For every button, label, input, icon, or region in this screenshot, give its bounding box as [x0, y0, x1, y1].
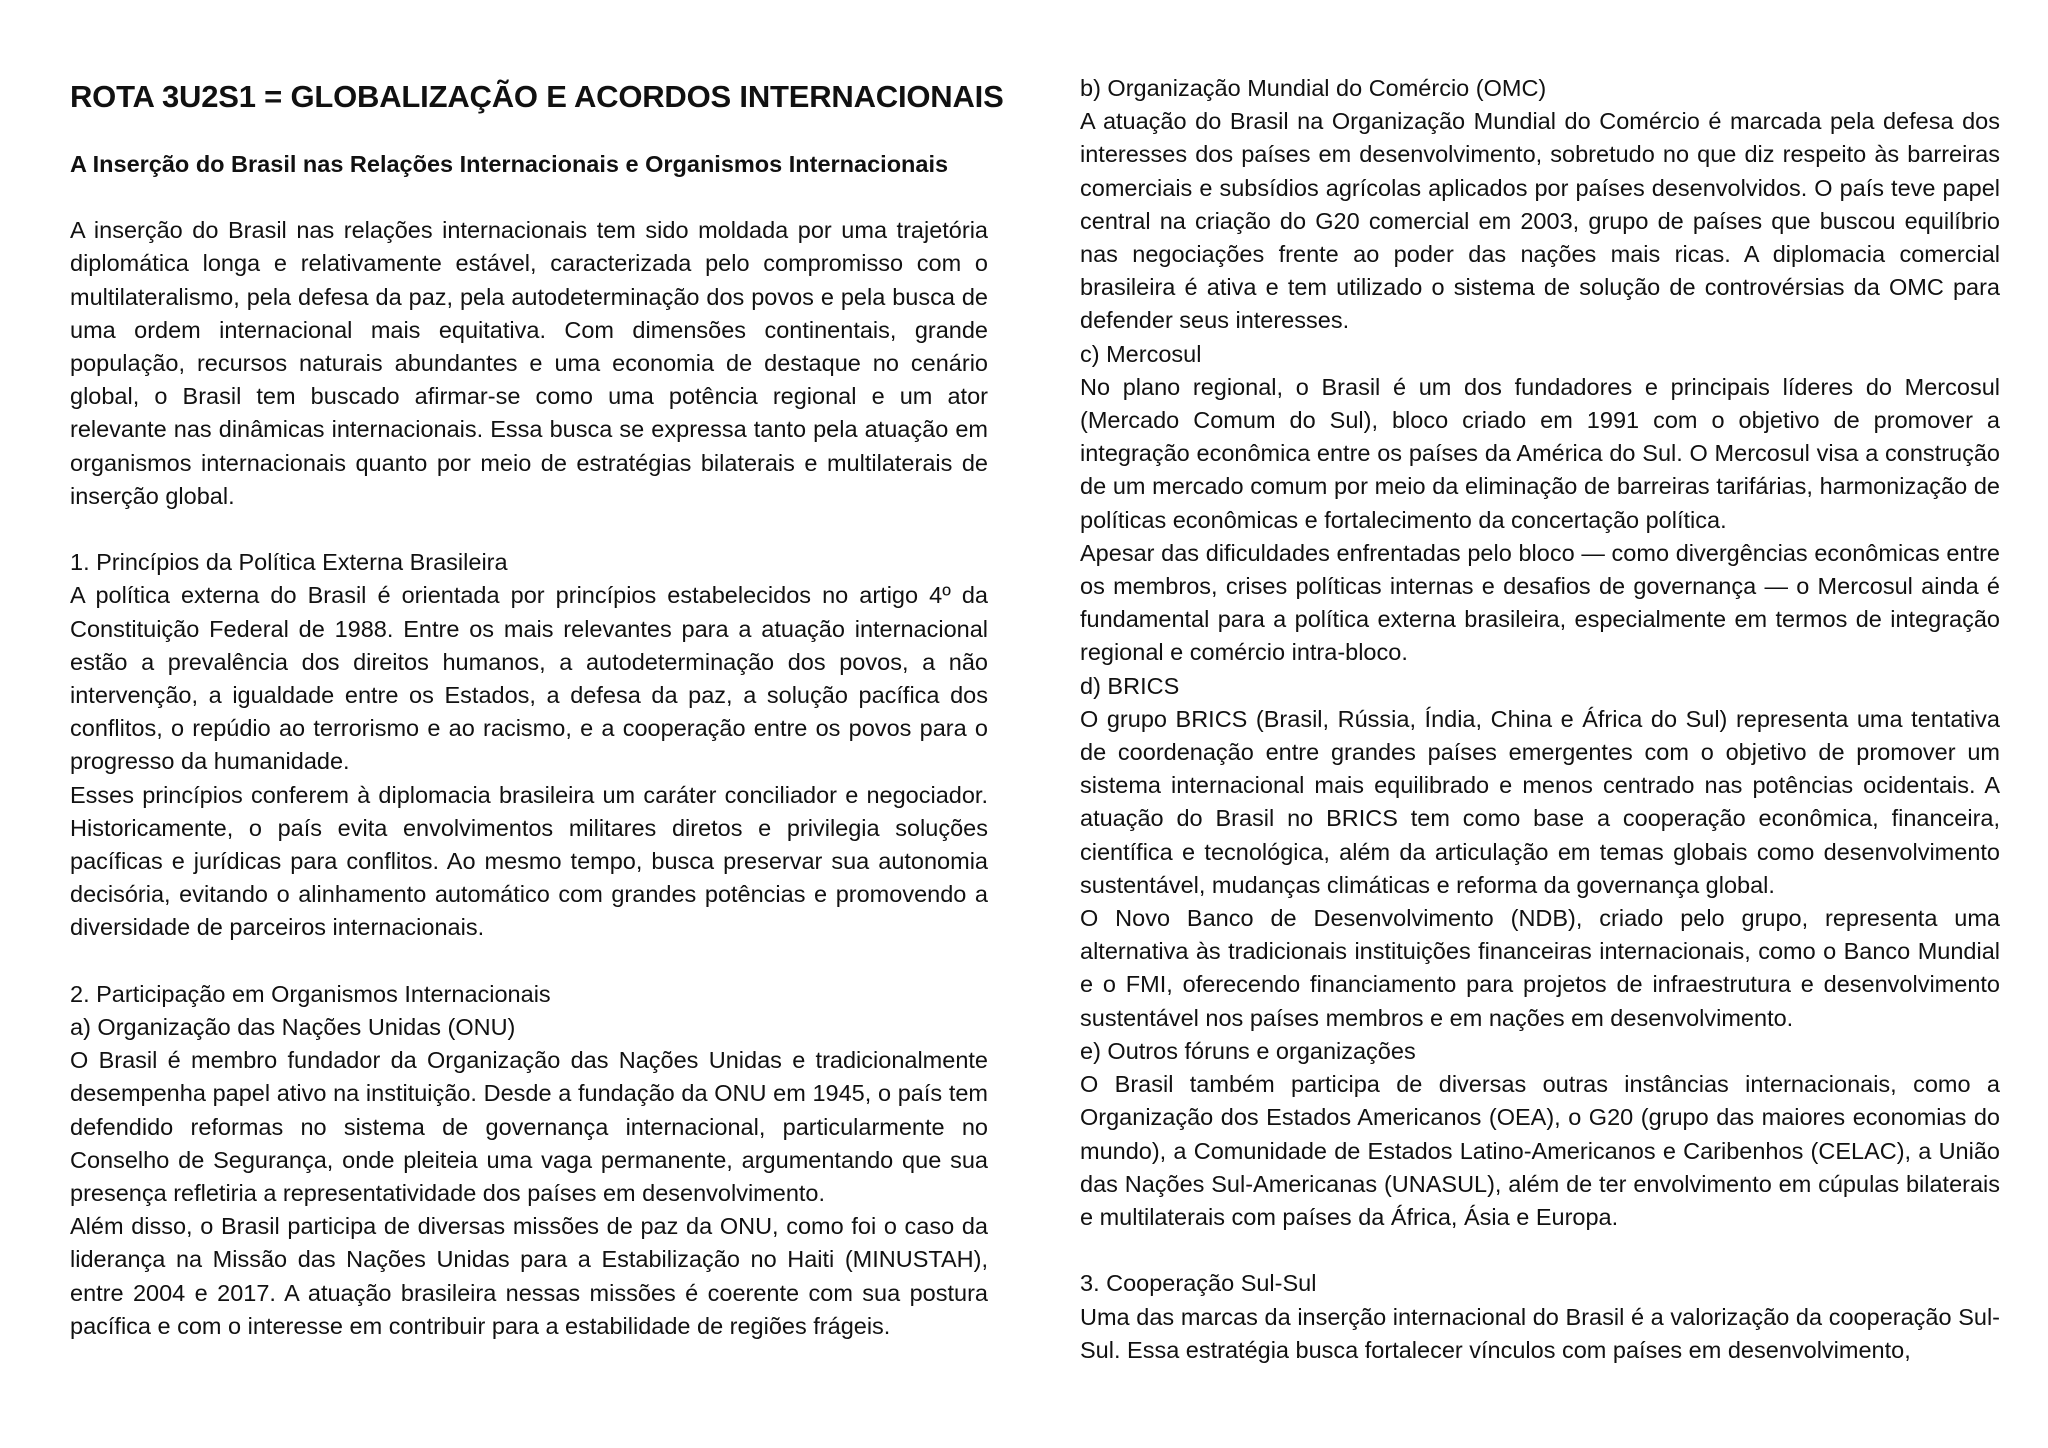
section-2a-paragraph-1: O Brasil é membro fundador da Organização das Nações Unidas e tradicionalmente desempenha papel ativo na instituição. Desde a fundação da ONU em 1945, o país tem defendido reformas no sistema de governança internacional, particularmente no Conselho de Segurança, onde pleiteia uma vaga permanente, argumentando que sua presença refletiria a representatividade dos países em desenvolvimento.: [70, 1047, 988, 1207]
section-2-heading: 2. Participação em Organismos Internacionais: [70, 980, 551, 1007]
section-2e-paragraph-1: O Brasil também participa de diversas outras instâncias internacionais, como a Organização dos Estados Americanos (OEA), o G20 (grupo das maiores economias do mundo), a Comunidade de Estados Latino-Americanos e Caribenhos (CELAC), a União das Nações Sul-Americanas (UNASUL), além de ter envolvimento em cúpulas bilaterais e multilaterais com países da África, Ásia e Europa.: [1080, 1071, 2000, 1230]
section-2a-heading: a) Organização das Nações Unidas (ONU): [70, 1014, 516, 1041]
section-2c-paragraph-1: No plano regional, o Brasil é um dos fundadores e principais líderes do Mercosul (Mercado Comum do Sul), bloco criado em 1991 com o objetivo de promover a integração econômica entre os países da América do Sul. O Mercosul visa a construção de um mercado comum por meio da eliminação de barreiras tarifárias, harmonização de políticas econômicas e fortalecimento da concertação política.: [1080, 373, 2000, 533]
left-column: [70, 74, 1004, 1343]
section-1-heading: 1. Princípios da Política Externa Brasileira: [70, 549, 508, 576]
document-title: ROTA 3U2S1 = GLOBALIZAÇÃO E ACORDOS INTERNACIONAIS: [70, 79, 1004, 114]
section-3-paragraph-1: Uma das marcas da inserção internacional do Brasil é a valorização da cooperação Sul-Sul. Essa estratégia busca fortalecer vínculos com países em desenvolvimento,: [1080, 1303, 2000, 1363]
document-subtitle: A Inserção do Brasil nas Relações Internacionais e Organismos Internacionais: [70, 151, 949, 177]
section-2d-paragraph-1: O grupo BRICS (Brasil, Rússia, Índia, China e África do Sul) representa uma tentativa de coordenação entre grandes países emergentes com o objetivo de promover um sistema internacional mais equilibrado e menos centrado nas potências ocidentais. A atuação do Brasil no BRICS tem como base a cooperação econômica, financeira, científica e tecnológica, além da articulação em temas globais como desenvolvimento sustentável, mudanças climáticas e reforma da governança global.: [1080, 705, 2000, 898]
section-2c-paragraph-2: Apesar das dificuldades enfrentadas pelo bloco — como divergências econômicas entre os membros, crises políticas internas e desafios de governança — o Mercosul ainda é fundamental para a política externa brasileira, especialmente em termos de integração regional e comércio intra-bloco.: [1080, 539, 2000, 666]
section-2e-heading: e) Outros fóruns e organizações: [1080, 1037, 1416, 1064]
section-1-paragraph-2: Esses princípios conferem à diplomacia brasileira um caráter conciliador e negociador. Historicamente, o país evita envolvimentos militares diretos e privilegia soluções pacíficas e jurídicas para conflitos. Ao mesmo tempo, busca preservar sua autonomia decisória, evitando o alinhamento automático com grandes potências e promovendo a diversidade de parceiros internacionais.: [70, 781, 988, 941]
section-1-paragraph-1: A política externa do Brasil é orientada por princípios estabelecidos no artigo 4º da Constituição Federal de 1988. Entre os mais relevantes para a atuação internacional estão a prevalência dos direitos humanos, a autodeterminação dos povos, a não intervenção, a igualdade entre os Estados, a defesa da paz, a solução pacífica dos conflitos, o repúdio ao terrorismo e ao racismo, e a cooperação entre os povos para o progresso da humanidade.: [70, 582, 988, 775]
section-2d-paragraph-2: O Novo Banco de Desenvolvimento (NDB), criado pelo grupo, representa uma alternativa às tradicionais instituições financeiras internacionais, como o Banco Mundial e o FMI, oferecendo financiamento para projetos de infraestrutura e desenvolvimento sustentável nos países membros e em nações em desenvolvimento.: [1080, 905, 2000, 1031]
section-2a-paragraph-2: Além disso, o Brasil participa de diversas missões de paz da ONU, como foi o caso da liderança na Missão das Nações Unidas para a Estabilização no Haiti (MINUSTAH), entre 2004 e 2017. A atuação brasileira nessas missões é coerente com sua postura pacífica e com o interesse em contribuir para a estabilidade de regiões frágeis.: [70, 1213, 988, 1339]
right-column: [1080, 72, 2000, 1367]
intro-paragraph: A inserção do Brasil nas relações internacionais tem sido moldada por uma trajetória diplomática longa e relativamente estável, caracterizada pelo compromisso com o multilateralismo, pela defesa da paz, pela autodeterminação dos povos e pela busca de uma ordem internacional mais equitativa. Com dimensões continentais, grande população, recursos naturais abundantes e uma economia de destaque no cenário global, o Brasil tem buscado afirmar-se como uma potência regional e um ator relevante nas dinâmicas internacionais. Essa busca se expressa tanto pela atuação em organismos internacionais quanto por meio de estratégias bilaterais e multilaterais de inserção global.: [70, 217, 988, 509]
section-3-heading: 3. Cooperação Sul-Sul: [1080, 1270, 1317, 1297]
section-2c-heading: c) Mercosul: [1080, 340, 1202, 367]
section-2d-heading: d) BRICS: [1080, 672, 1180, 699]
section-2b-paragraph-1: A atuação do Brasil na Organização Mundial do Comércio é marcada pela defesa dos interesses dos países em desenvolvimento, sobretudo no que diz respeito às barreiras comerciais e subsídios agrícolas aplicados por países desenvolvidos. O país teve papel central na criação do G20 comercial em 2003, grupo de países que buscou equilíbrio nas negociações frente ao poder das nações mais ricas. A diplomacia comercial brasileira é ativa e tem utilizado o sistema de solução de controvérsias da OMC para defender seus interesses.: [1080, 108, 2000, 334]
section-2b-heading: b) Organização Mundial do Comércio (OMC): [1080, 75, 1547, 101]
